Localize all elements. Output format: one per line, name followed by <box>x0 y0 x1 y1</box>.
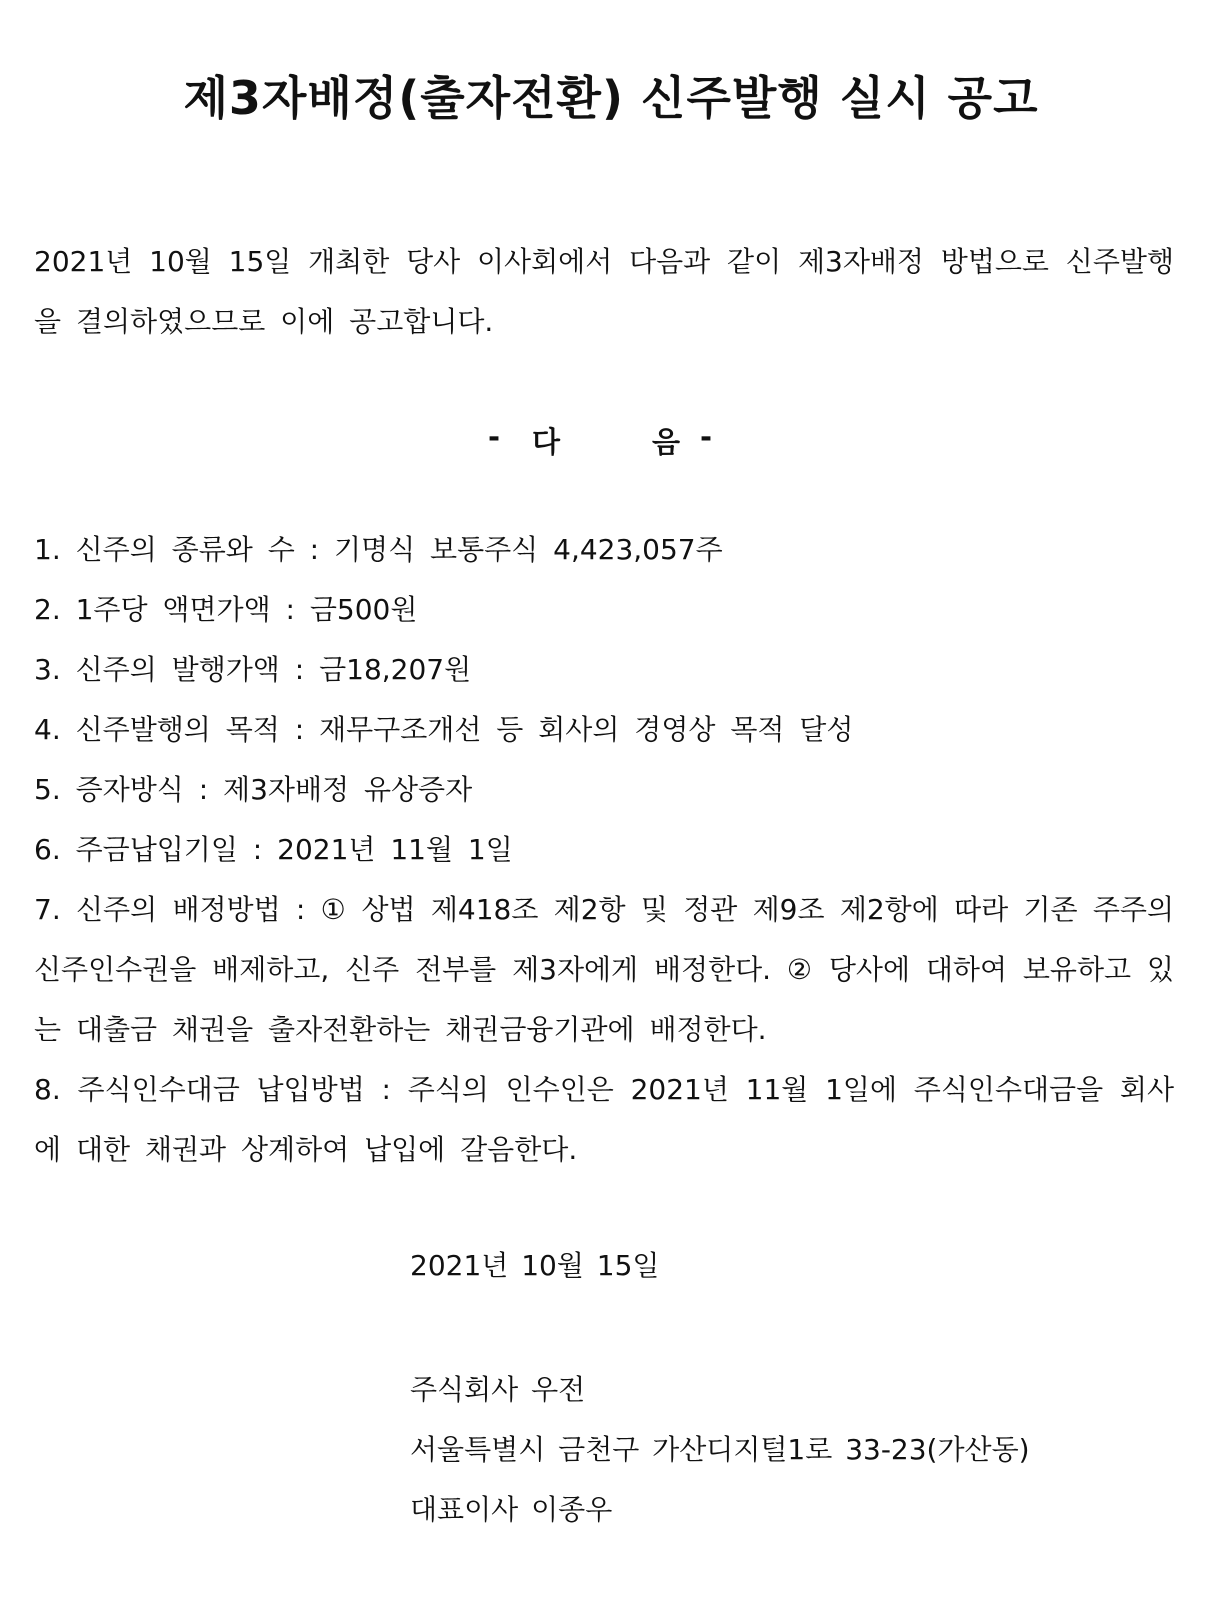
notice-item-5: 5. 증자방식 : 제3자배정 유상증자 <box>34 773 473 806</box>
notice-item-3: 3. 신주의 발행가액 : 금18,207원 <box>34 653 472 686</box>
intro-paragraph: 2021년 10월 15일 개최한 당사 이사회에서 다음과 같이 제3자배정 방법으로 신주발행을 결의하였으므로 이에 공고합니다. <box>34 245 1174 338</box>
notice-item-2: 2. 1주당 액면가액 : 금500원 <box>34 593 418 626</box>
notice-date: 2021년 10월 15일 <box>410 1249 660 1282</box>
notice-title: 제3자배정(출자전환) 신주발행 실시 공고 <box>183 71 1039 125</box>
heading-char-eum: 음 <box>652 425 681 459</box>
company-name: 주식회사 우전 <box>410 1373 586 1406</box>
company-info <box>410 1360 1030 1540</box>
notice-items-list <box>34 520 1174 1180</box>
heading-char-da: 다 <box>532 425 561 459</box>
heading-dash-left: - <box>488 420 501 454</box>
notice-item-6: 6. 주금납입기일 : 2021년 11월 1일 <box>34 833 513 866</box>
notice-item-8: 8. 주식인수대금 납입방법 : 주식의 인수인은 2021년 11월 1일에 주식인수대금을 회사에 대한 채권과 상계하여 납입에 갈음한다. <box>34 1073 1174 1166</box>
notice-item-1: 1. 신주의 종류와 수 : 기명식 보통주식 4,423,057주 <box>34 533 723 566</box>
company-representative: 대표이사 이종우 <box>410 1493 613 1526</box>
section-heading <box>0 420 1222 460</box>
notice-item-7: 7. 신주의 배정방법 : ① 상법 제418조 제2항 및 정관 제9조 제2항에 따라 기존 주주의 신주인수권을 배제하고, 신주 전부를 제3자에게 배정한다. ② 당사에 대하여 보유하고 있는 대출금 채권을 출자전환하는 채권금융기관에 배정한다. <box>34 893 1174 1046</box>
notice-item-4: 4. 신주발행의 목적 : 재무구조개선 등 회사의 경영상 목적 달성 <box>34 713 854 746</box>
company-address: 서울특별시 금천구 가산디지털1로 33-23(가산동) <box>410 1433 1030 1466</box>
heading-dash-right: - <box>700 420 713 454</box>
